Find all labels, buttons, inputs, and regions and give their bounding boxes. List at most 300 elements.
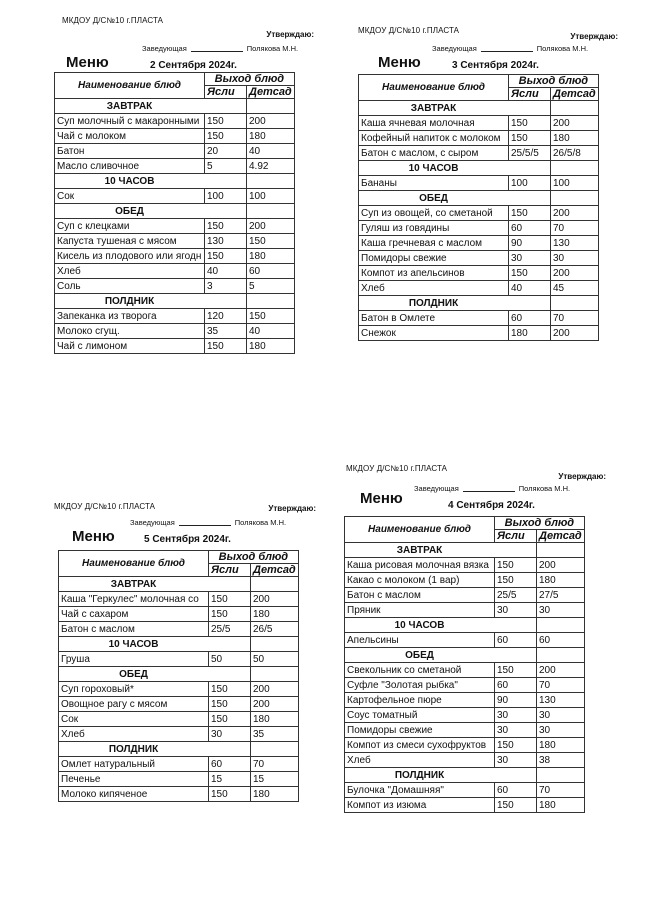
empty-cell [537,618,585,633]
dish-name: Суфле "Золотая рыбка" [345,678,495,693]
dish-name: Чай с сахаром [59,607,209,622]
portion-kindergarten: 200 [537,663,585,678]
section-row [345,768,585,783]
dish-name: Каша рисовая молочная вязка [345,558,495,573]
portion-nursery: 30 [495,753,537,768]
dish-row [55,129,295,144]
menu-title: Меню [72,528,115,545]
portion-nursery: 20 [205,144,247,159]
dish-name: Хлеб [345,753,495,768]
meal-section-title: ЗАВТРАК [55,99,205,114]
portion-kindergarten: 38 [537,753,585,768]
section-row [55,99,295,114]
portion-nursery: 150 [495,573,537,588]
dish-row [345,633,585,648]
empty-cell [495,543,537,558]
portion-nursery: 30 [209,727,251,742]
empty-cell [495,648,537,663]
dish-name: Хлеб [59,727,209,742]
dish-row [55,309,295,324]
column-header-output: Выход блюд [495,517,585,530]
head-signature-line [432,44,588,53]
dish-name: Каша ячневая молочная [359,116,509,131]
portion-kindergarten: 30 [537,603,585,618]
dish-row [345,753,585,768]
meal-section-title: ОБЕД [359,191,509,206]
dish-row [55,159,295,174]
portion-kindergarten: 15 [251,772,299,787]
empty-cell [209,637,251,652]
meal-section-title: ОБЕД [59,667,209,682]
portion-kindergarten: 150 [247,234,295,249]
portion-nursery: 150 [209,697,251,712]
dish-row [59,682,299,697]
portion-nursery: 25/5 [495,588,537,603]
dish-name: Суп из овощей, со сметаной [359,206,509,221]
dish-row [359,311,599,326]
approve-label: Утверждаю: [570,32,618,41]
portion-kindergarten: 200 [551,326,599,341]
portion-nursery: 150 [205,129,247,144]
column-header-dish-name: Наименование блюд [359,75,509,101]
portion-kindergarten: 50 [251,652,299,667]
menu-sheet-sep-4 [344,460,606,840]
dish-row [345,588,585,603]
approve-label: Утверждаю: [266,30,314,39]
portion-kindergarten: 200 [251,592,299,607]
dish-row [345,783,585,798]
meal-section-title: ПОЛДНИК [59,742,209,757]
section-row [345,618,585,633]
portion-nursery: 150 [205,219,247,234]
menu-table [358,74,599,341]
menu-date: 3 Сентября 2024г. [452,60,539,71]
meal-section-title: ЗАВТРАК [345,543,495,558]
dish-row [59,622,299,637]
portion-kindergarten: 100 [247,189,295,204]
dish-name: Печенье [59,772,209,787]
menu-table [58,550,299,802]
portion-kindergarten: 60 [247,264,295,279]
dish-name: Суп с клецками [55,219,205,234]
portion-kindergarten: 180 [247,339,295,354]
dish-row [359,326,599,341]
column-header-nursery: Ясли [209,564,251,577]
portion-nursery: 150 [209,712,251,727]
dish-row [55,264,295,279]
column-header-output: Выход блюд [205,73,295,86]
head-label: Заведующая [414,484,459,493]
portion-kindergarten: 180 [251,712,299,727]
column-header-dish-name: Наименование блюд [59,551,209,577]
empty-cell [537,543,585,558]
section-row [59,577,299,592]
dish-name: Чай с лимоном [55,339,205,354]
section-row [359,101,599,116]
empty-cell [247,294,295,309]
column-header-dish-name: Наименование блюд [55,73,205,99]
column-header-kindergarten: Детсад [251,564,299,577]
portion-kindergarten: 30 [537,708,585,723]
column-header-kindergarten: Детсад [247,86,295,99]
dish-row [55,189,295,204]
dish-row [345,663,585,678]
organization-name: МКДОУ Д/С№10 г.ПЛАСТА [62,16,164,25]
signature-line [481,51,533,52]
column-header-output: Выход блюд [509,75,599,88]
portion-kindergarten: 70 [251,757,299,772]
meal-section-title: ПОЛДНИК [345,768,495,783]
portion-kindergarten: 130 [537,693,585,708]
head-name: Полякова М.Н. [536,44,589,53]
dish-row [59,757,299,772]
menu-date: 4 Сентября 2024г. [448,500,535,511]
portion-nursery: 90 [509,236,551,251]
portion-nursery: 3 [205,279,247,294]
portion-kindergarten: 200 [247,114,295,129]
meal-section-title: ПОЛДНИК [55,294,205,309]
section-row [55,204,295,219]
empty-cell [495,768,537,783]
dish-name: Пряник [345,603,495,618]
dish-row [55,219,295,234]
portion-nursery: 25/5/5 [509,146,551,161]
empty-cell [509,296,551,311]
meal-section-title: 10 ЧАСОВ [359,161,509,176]
dish-name: Суп молочный с макаронными [55,114,205,129]
head-signature-line [142,44,298,53]
menu-date: 5 Сентября 2024г. [144,534,231,545]
dish-row [55,144,295,159]
dish-name: Помидоры свежие [359,251,509,266]
section-row [55,294,295,309]
section-row [359,296,599,311]
head-label: Заведующая [142,44,187,53]
meal-section-title: ПОЛДНИК [359,296,509,311]
portion-nursery: 50 [209,652,251,667]
head-name: Полякова М.Н. [246,44,299,53]
signature-line [191,51,243,52]
empty-cell [509,101,551,116]
dish-row [359,236,599,251]
portion-kindergarten: 200 [537,558,585,573]
dish-row [59,607,299,622]
portion-kindergarten: 180 [247,129,295,144]
portion-nursery: 60 [509,221,551,236]
portion-kindergarten: 200 [551,116,599,131]
dish-name: Омлет натуральный [59,757,209,772]
empty-cell [205,204,247,219]
dish-name: Запеканка из творога [55,309,205,324]
dish-name: Компот из изюма [345,798,495,813]
portion-nursery: 120 [205,309,247,324]
dish-name: Хлеб [55,264,205,279]
meal-section-title: 10 ЧАСОВ [345,618,495,633]
dish-row [345,738,585,753]
approve-label: Утверждаю: [558,472,606,481]
dish-name: Каша гречневая с маслом [359,236,509,251]
dish-row [345,573,585,588]
dish-row [359,206,599,221]
portion-kindergarten: 180 [251,607,299,622]
portion-nursery: 60 [495,633,537,648]
portion-nursery: 60 [495,678,537,693]
menu-title: Меню [360,490,403,507]
dish-name: Булочка "Домашняя" [345,783,495,798]
dish-name: Кисель из плодового или ягодн [55,249,205,264]
empty-cell [495,618,537,633]
dish-name: Груша [59,652,209,667]
dish-row [55,249,295,264]
dish-name: Кофейный напиток с молоком [359,131,509,146]
dish-row [55,339,295,354]
meal-section-title: ЗАВТРАК [359,101,509,116]
dish-name: Соус томатный [345,708,495,723]
head-name: Полякова М.Н. [234,518,287,527]
organization-name: МКДОУ Д/С№10 г.ПЛАСТА [54,502,156,511]
dish-name: Батон с маслом [345,588,495,603]
dish-name: Каша "Геркулес" молочная со [59,592,209,607]
portion-kindergarten: 180 [537,573,585,588]
menu-title: Меню [378,54,421,71]
section-row [345,543,585,558]
dish-name: Хлеб [359,281,509,296]
dish-row [359,116,599,131]
portion-nursery: 180 [509,326,551,341]
portion-kindergarten: 100 [551,176,599,191]
dish-name: Сок [55,189,205,204]
empty-cell [205,174,247,189]
menu-sheet-sep-3 [356,22,618,362]
dish-name: Масло сливочное [55,159,205,174]
portion-nursery: 150 [209,592,251,607]
portion-nursery: 40 [205,264,247,279]
portion-nursery: 5 [205,159,247,174]
header-row [345,517,585,530]
portion-kindergarten: 26/5/8 [551,146,599,161]
header-row [359,75,599,88]
dish-name: Молоко кипяченое [59,787,209,802]
portion-nursery: 35 [205,324,247,339]
section-row [59,637,299,652]
portion-kindergarten: 70 [537,678,585,693]
dish-name: Батон с маслом, с сыром [359,146,509,161]
head-label: Заведующая [130,518,175,527]
menu-table [54,72,295,354]
dish-name: Суп гороховый* [59,682,209,697]
portion-kindergarten: 27/5 [537,588,585,603]
portion-kindergarten: 200 [551,206,599,221]
portion-nursery: 150 [509,206,551,221]
column-header-output: Выход блюд [209,551,299,564]
dish-name: Капуста тушеная с мясом [55,234,205,249]
header-row [59,551,299,564]
dish-row [55,324,295,339]
approve-label: Утверждаю: [268,504,316,513]
menu-title: Меню [66,54,109,71]
dish-row [59,727,299,742]
portion-nursery: 30 [495,708,537,723]
dish-row [345,693,585,708]
dish-name: Батон с маслом [59,622,209,637]
dish-name: Батон [55,144,205,159]
dish-row [59,712,299,727]
dish-row [359,251,599,266]
dish-row [359,176,599,191]
empty-cell [209,577,251,592]
empty-cell [509,191,551,206]
portion-nursery: 150 [495,663,537,678]
portion-kindergarten: 200 [551,266,599,281]
meal-section-title: ЗАВТРАК [59,577,209,592]
empty-cell [551,161,599,176]
section-row [55,174,295,189]
section-row [359,191,599,206]
portion-nursery: 150 [509,131,551,146]
portion-kindergarten: 45 [551,281,599,296]
dish-name: Какао с молоком (1 вар) [345,573,495,588]
portion-kindergarten: 30 [551,251,599,266]
dish-name: Сок [59,712,209,727]
column-header-kindergarten: Детсад [537,530,585,543]
menu-date: 2 Сентября 2024г. [150,60,237,71]
portion-nursery: 150 [495,798,537,813]
empty-cell [209,742,251,757]
portion-nursery: 150 [509,266,551,281]
dish-name: Молоко сгущ. [55,324,205,339]
portion-nursery: 100 [509,176,551,191]
head-signature-line [414,484,570,493]
signature-line [179,525,231,526]
dish-row [59,592,299,607]
portion-nursery: 60 [209,757,251,772]
empty-cell [509,161,551,176]
portion-kindergarten: 4.92 [247,159,295,174]
dish-name: Компот из смеси сухофруктов [345,738,495,753]
column-header-kindergarten: Детсад [551,88,599,101]
dish-name: Апельсины [345,633,495,648]
meal-section-title: ОБЕД [345,648,495,663]
column-header-dish-name: Наименование блюд [345,517,495,543]
portion-nursery: 150 [209,787,251,802]
dish-row [59,787,299,802]
portion-nursery: 30 [495,723,537,738]
portion-kindergarten: 180 [537,738,585,753]
signature-line [463,491,515,492]
portion-kindergarten: 200 [251,697,299,712]
portion-kindergarten: 70 [551,311,599,326]
portion-nursery: 60 [509,311,551,326]
dish-name: Бананы [359,176,509,191]
dish-name: Гуляш из говядины [359,221,509,236]
portion-nursery: 130 [205,234,247,249]
portion-nursery: 25/5 [209,622,251,637]
dish-name: Компот из апельсинов [359,266,509,281]
dish-row [359,221,599,236]
portion-kindergarten: 60 [537,633,585,648]
column-header-nursery: Ясли [509,88,551,101]
head-signature-line [130,518,286,527]
empty-cell [247,174,295,189]
empty-cell [551,296,599,311]
dish-name: Картофельное пюре [345,693,495,708]
portion-nursery: 150 [205,249,247,264]
portion-kindergarten: 70 [537,783,585,798]
head-label: Заведующая [432,44,477,53]
dish-name: Помидоры свежие [345,723,495,738]
dish-name: Снежок [359,326,509,341]
empty-cell [251,742,299,757]
portion-nursery: 150 [509,116,551,131]
dish-row [55,114,295,129]
portion-kindergarten: 130 [551,236,599,251]
dish-row [359,146,599,161]
portion-kindergarten: 40 [247,144,295,159]
portion-kindergarten: 180 [247,249,295,264]
dish-row [345,558,585,573]
portion-kindergarten: 35 [251,727,299,742]
empty-cell [209,667,251,682]
header-row [55,73,295,86]
empty-cell [251,577,299,592]
portion-nursery: 150 [495,558,537,573]
empty-cell [251,667,299,682]
portion-nursery: 30 [495,603,537,618]
portion-kindergarten: 40 [247,324,295,339]
column-header-nursery: Ясли [205,86,247,99]
meal-section-title: 10 ЧАСОВ [59,637,209,652]
portion-nursery: 150 [205,339,247,354]
dish-row [59,772,299,787]
section-row [345,648,585,663]
portion-kindergarten: 200 [251,682,299,697]
portion-kindergarten: 180 [551,131,599,146]
dish-row [55,279,295,294]
dish-name: Соль [55,279,205,294]
menu-sheet-sep-2 [52,14,314,374]
portion-kindergarten: 5 [247,279,295,294]
portion-nursery: 60 [495,783,537,798]
dish-row [345,708,585,723]
dish-name: Чай с молоком [55,129,205,144]
dish-row [345,678,585,693]
portion-kindergarten: 30 [537,723,585,738]
menu-table [344,516,585,813]
portion-kindergarten: 70 [551,221,599,236]
empty-cell [247,99,295,114]
organization-name: МКДОУ Д/С№10 г.ПЛАСТА [358,26,460,35]
empty-cell [537,768,585,783]
portion-nursery: 150 [495,738,537,753]
meal-section-title: 10 ЧАСОВ [55,174,205,189]
section-row [59,742,299,757]
portion-nursery: 100 [205,189,247,204]
dish-row [345,603,585,618]
empty-cell [551,191,599,206]
organization-name: МКДОУ Д/С№10 г.ПЛАСТА [346,464,448,473]
portion-nursery: 150 [209,682,251,697]
section-row [59,667,299,682]
dish-row [359,266,599,281]
portion-kindergarten: 150 [247,309,295,324]
dish-row [345,723,585,738]
meal-section-title: ОБЕД [55,204,205,219]
empty-cell [551,101,599,116]
dish-row [359,131,599,146]
empty-cell [205,99,247,114]
portion-kindergarten: 26/5 [251,622,299,637]
menu-sheet-sep-5 [52,498,316,828]
